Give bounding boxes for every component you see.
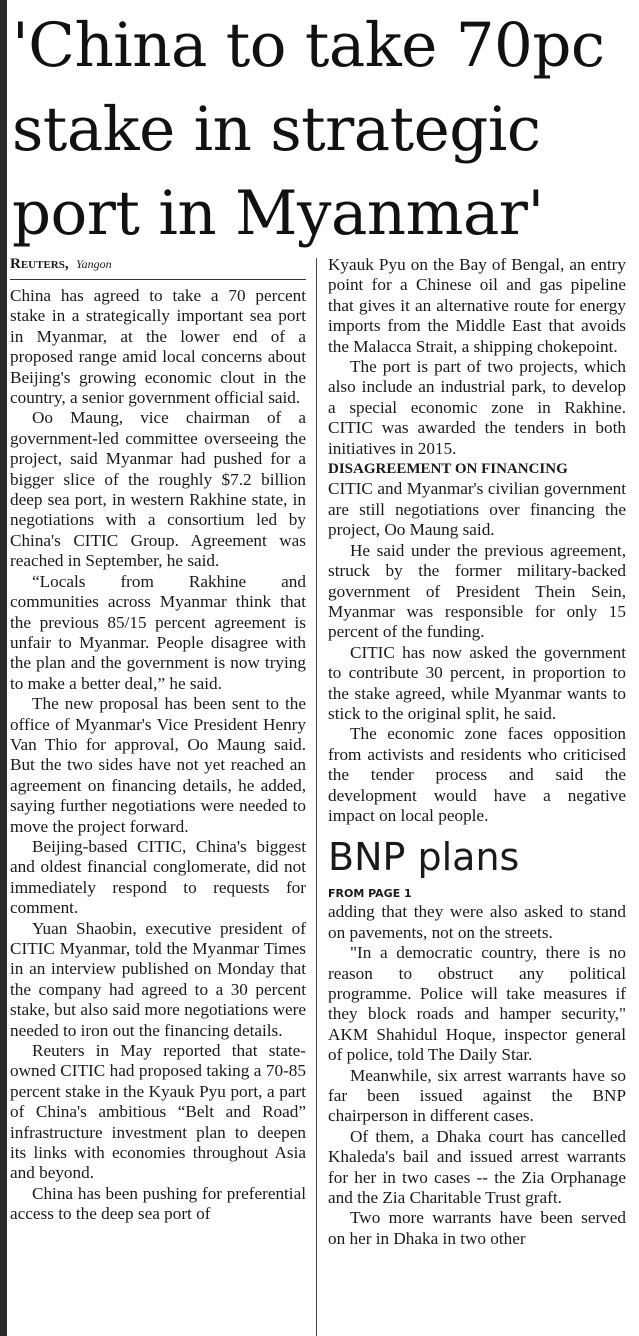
paragraph: Yuan Shaobin, executive president of CITIC Myanmar, told the Myanmar Times in an interview published on Monday that the company had agreed to a 30 percent stake, but also said more negotiations were needed to iron out the financing details. bbox=[10, 918, 306, 1040]
column-divider bbox=[316, 258, 317, 1336]
left-column bbox=[10, 255, 306, 1336]
second-article-title: BNP plans bbox=[328, 835, 520, 880]
paragraph: Two more warrants have been served on her in Dhaka in two other bbox=[328, 1208, 626, 1248]
from-page-label: FROM PAGE 1 bbox=[328, 887, 412, 901]
paragraph: The economic zone faces opposition from activists and residents who criticised the tender process and said the development would have a negative impact on local people. bbox=[328, 724, 626, 825]
page-edge-rule bbox=[0, 0, 7, 1336]
article-headline: 'China to take 70pc stake in strategic port in Myanmar' bbox=[12, 10, 605, 249]
paragraph: CITIC has now asked the government to contribute 30 percent, in proportion to the stake agreed, while Myanmar wants to stick to the original split, he said. bbox=[328, 642, 626, 723]
paragraph: He said under the previous agreement, struck by the former military-backed government of President Thein Sein, Myanmar was responsible for only 15 percent of the funding. bbox=[328, 540, 626, 642]
byline-agency: Reuters, bbox=[10, 256, 69, 272]
section-subhead: DISAGREEMENT ON FINANCING bbox=[328, 461, 568, 478]
paragraph: Reuters in May reported that state-owned CITIC had proposed taking a 70-85 percent stake in the Kyauk Pyu port, a part of China's ambitious “Belt and Road” infrastructure investment plan to deepen its links with economies throughout Asia and beyond. bbox=[10, 1041, 306, 1183]
paragraph: “Locals from Rakhine and communities across Myanmar think that the previous 85/15 percent agreement is unfair to Myanmar. People disagree with the plan and the government is now trying to make a better deal,” he said. bbox=[10, 571, 306, 693]
byline bbox=[10, 255, 306, 280]
paragraph: The new proposal has been sent to the office of Myanmar's Vice President Henry Van Thio for approval, Oo Maung said. But the two sides have not yet reached an agreement on financing details, he added, saying further negotiations were needed to move the project forward. bbox=[10, 694, 306, 836]
paragraph: China has agreed to take a 70 percent stake in a strategically important sea port in Myanmar, at the lower end of a proposed range amid local concerns about Beijing's growing economic clout in the country, a senior government official said. bbox=[10, 286, 306, 408]
paragraph: The port is part of two projects, which also include an industrial park, to develop a special economic zone in Rakhine. CITIC was awarded the tenders in both initiatives in 2015. bbox=[328, 357, 626, 458]
paragraph: Kyauk Pyu on the Bay of Bengal, an entry point for a Chinese oil and gas pipeline that gives it an alternative route for energy imports from the Middle East that avoids the Malacca Strait, a shipping chokepoint. bbox=[328, 255, 626, 356]
paragraph: Meanwhile, six arrest warrants have so far been issued against the BNP chairperson in different cases. bbox=[328, 1065, 626, 1126]
paragraph: adding that they were also asked to stand on pavements, not on the streets. bbox=[328, 902, 626, 942]
paragraph: China has been pushing for preferential access to the deep sea port of bbox=[10, 1183, 306, 1224]
paragraph: Beijing-based CITIC, China's biggest and oldest financial conglomerate, did not immediately respond to requests for comment. bbox=[10, 836, 306, 918]
paragraph: "In a democratic country, there is no reason to obstruct any political programme. Police will take measures if they block roads and hamper security," AKM Shahidul Hoque, inspector general of police, told The Daily Star. bbox=[328, 943, 626, 1065]
paragraph: Oo Maung, vice chairman of a government-led committee overseeing the project, said Myanmar had pushed for a bigger slice of the roughly $7.2 billion deep sea port, in western Rakhine state, in negotiations with a consortium led by China's CITIC Group. Agreement was reached in September, he said. bbox=[10, 408, 306, 571]
right-column bbox=[328, 255, 626, 1336]
paragraph: CITIC and Myanmar's civilian government are still negotiations over financing the project, Oo Maung said. bbox=[328, 479, 626, 540]
byline-place: Yangon bbox=[76, 257, 112, 271]
paragraph: Of them, a Dhaka court has cancelled Khaleda's bail and issued arrest warrants for her in two cases -- the Zia Orphanage and the Zia Charitable Trust graft. bbox=[328, 1126, 626, 1208]
